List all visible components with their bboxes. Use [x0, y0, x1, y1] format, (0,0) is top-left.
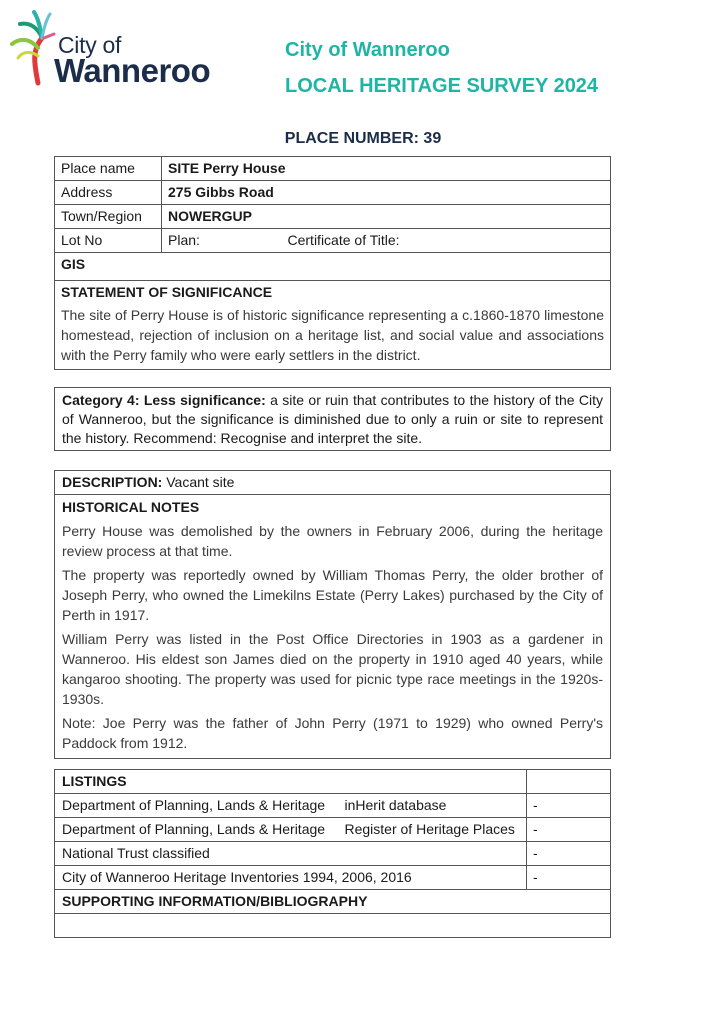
row-lot — [55, 229, 611, 253]
supporting-content-row — [55, 914, 611, 938]
listing-name: Department of Planning, Lands & Heritage — [55, 794, 341, 818]
description-label: DESCRIPTION: — [62, 474, 163, 490]
listing-value: - — [527, 794, 611, 818]
listing-value: - — [527, 842, 611, 866]
supporting-heading-row — [55, 890, 611, 914]
listings-header-row — [55, 770, 611, 794]
plan-label: Plan: — [162, 229, 282, 253]
historical-paragraph: William Perry was listed in the Post Office Directories in 1903 as a gardener in Wanneroo. His eldest son James died on the property in 1910 aged 40 years, while kangaroo shooting. The property was used for picnic type race meetings in the 1920s-1930s. — [62, 631, 603, 707]
row-gis — [55, 253, 611, 281]
supporting-heading: SUPPORTING INFORMATION/BIBLIOGRAPHY — [55, 890, 611, 914]
listing-name: National Trust classified — [55, 842, 527, 866]
listing-row — [55, 794, 611, 818]
listings-heading: LISTINGS — [55, 770, 527, 794]
header-title: City of Wanneroo — [285, 39, 450, 61]
historical-heading: HISTORICAL NOTES — [62, 499, 200, 515]
place-number: PLACE NUMBER: 39 — [284, 130, 442, 147]
category-label: Category 4: Less significance: — [62, 392, 266, 408]
listing-row — [55, 866, 611, 890]
address-value: 275 Gibbs Road — [162, 181, 611, 205]
listing-name: Department of Planning, Lands & Heritage — [55, 818, 341, 842]
gis-label: GIS — [55, 253, 611, 281]
significance-text: The site of Perry House is of historic significance representing a c.1860-1870 limestone homestead, rejection of inclusion on a heritage list, and social value and associations with the Perry family who were early settlers in the district. — [61, 307, 604, 363]
description-cell — [55, 471, 611, 495]
listing-name: City of Wanneroo Heritage Inventories 1994, 2006, 2016 — [55, 866, 527, 890]
town-value: NOWERGUP — [162, 205, 611, 229]
listings-header-empty — [527, 770, 611, 794]
significance-cell — [55, 281, 611, 370]
listing-register: inHerit database — [341, 794, 527, 818]
historical-paragraph: The property was reportedly owned by William Thomas Perry, the older brother of Joseph Perry, who owned the Limekilns Estate (Perry Lakes) purchased by the City of Perth in 1917. — [62, 567, 603, 623]
city-logo — [8, 8, 228, 88]
listing-value: - — [527, 866, 611, 890]
place-name-label: Place name — [55, 157, 162, 181]
historical-paragraph: Perry House was demolished by the owners in February 2006, during the heritage review process at that time. — [62, 523, 603, 559]
category-box — [54, 387, 611, 451]
row-town — [55, 205, 611, 229]
supporting-content — [55, 914, 611, 938]
row-historical — [55, 495, 611, 759]
address-label: Address — [55, 181, 162, 205]
row-description — [55, 471, 611, 495]
certificate-label: Certificate of Title: — [282, 229, 611, 253]
category-text: a site or ruin that contributes to the history of the City of Wanneroo, but the significance is diminished due to only a ruin or site to represent the history. Recommend: Recognise and interpret the site. — [62, 392, 603, 446]
place-details-table — [54, 156, 611, 370]
row-place-name — [55, 157, 611, 181]
significance-heading: STATEMENT OF SIGNIFICANCE — [61, 284, 273, 300]
lot-label: Lot No — [55, 229, 162, 253]
place-name-value: SITE Perry House — [162, 157, 611, 181]
listing-row — [55, 818, 611, 842]
description-table — [54, 470, 611, 759]
logo-text-city-of: City of — [58, 32, 122, 58]
row-address — [55, 181, 611, 205]
description-value: Vacant site — [162, 474, 235, 490]
historical-cell — [55, 495, 611, 759]
historical-paragraph: Note: Joe Perry was the father of John Perry (1971 to 1929) who owned Perry's Paddock from 1912. — [62, 715, 603, 751]
town-label: Town/Region — [55, 205, 162, 229]
logo-text-wanneroo: Wanneroo — [54, 52, 211, 89]
listing-register: Register of Heritage Places — [341, 818, 527, 842]
listing-value: - — [527, 818, 611, 842]
row-significance — [55, 281, 611, 370]
listings-table — [54, 769, 611, 938]
header-subtitle: LOCAL HERITAGE SURVEY 2024 — [285, 75, 599, 97]
listing-row — [55, 842, 611, 866]
